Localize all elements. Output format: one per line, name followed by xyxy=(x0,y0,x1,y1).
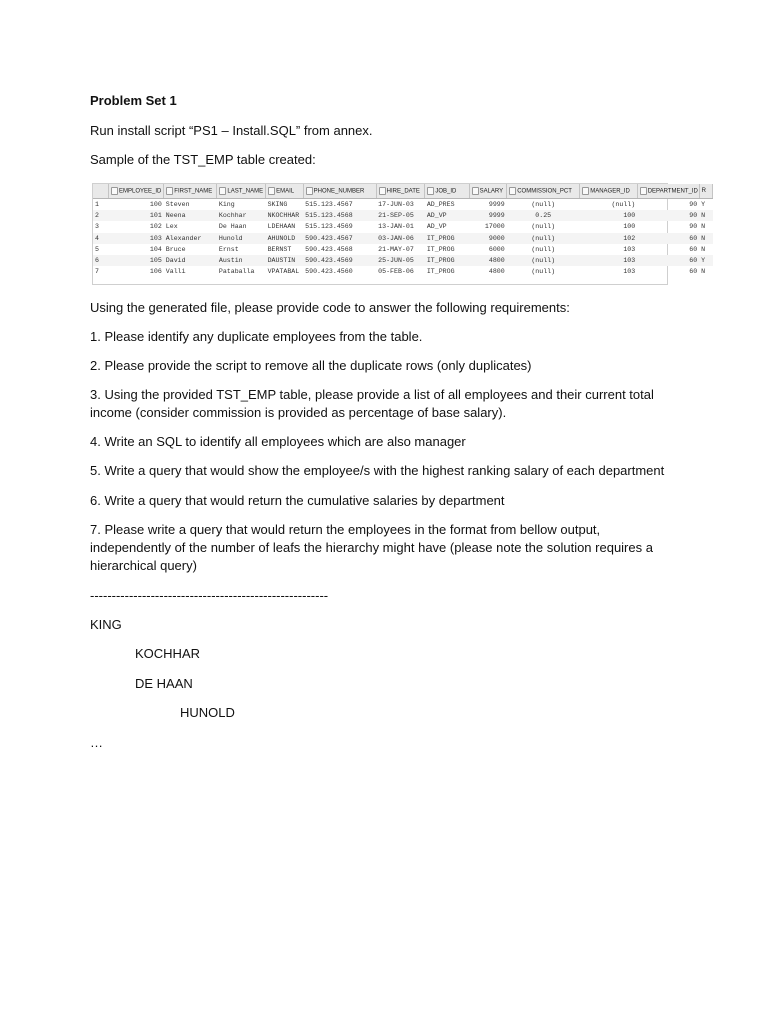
table-cell: Y xyxy=(701,201,706,209)
requirement-5: 5. Write a query that would show the employee/s with the highest ranking salary of each department xyxy=(90,463,665,478)
column-sort-icon xyxy=(427,187,434,195)
table-cell: 103 xyxy=(108,233,163,244)
requirement-4: 4. Write an SQL to identify all employees which are also manager xyxy=(90,434,466,449)
table-cell: N xyxy=(699,233,712,244)
table-cell: 100 xyxy=(623,223,636,231)
table-cell: 5 xyxy=(95,245,99,253)
table-cell: 106 xyxy=(149,268,162,276)
table-cell: Ernst xyxy=(218,245,239,253)
table-cell: IT_PROG xyxy=(425,233,469,244)
table-cell: 60 xyxy=(637,233,699,244)
table-cell: 100 xyxy=(580,210,638,221)
requirement-3: 3. Using the provided TST_EMP table, please provide a list of all employees and their current total income (consider commission is provided as percentage of base salary). xyxy=(90,387,654,420)
table-cell: (null) xyxy=(531,201,556,209)
table-cell: 3 xyxy=(95,223,99,231)
column-sort-icon xyxy=(268,187,275,195)
table-cell: 13-JAN-01 xyxy=(378,223,414,231)
table-cell: 103 xyxy=(623,245,636,253)
table-cell: 4800 xyxy=(469,255,507,266)
table-cell: 60 xyxy=(637,255,699,266)
table-cell: IT_PROG xyxy=(425,255,469,266)
table-cell: 9999 xyxy=(469,210,507,221)
table-cell: 9999 xyxy=(488,201,505,209)
column-header: HIRE_DATE xyxy=(376,184,425,199)
table-cell: (null) xyxy=(531,245,556,253)
table-cell: 101 xyxy=(108,210,163,221)
table-cell: (null) xyxy=(507,233,580,244)
table-cell: 6000 xyxy=(488,245,505,253)
table-cell: 4 xyxy=(93,233,108,244)
requirement-6: 6. Write a query that would return the cumulative salaries by department xyxy=(90,493,505,508)
table-cell: Bruce xyxy=(165,245,186,253)
table-cell: Alexander xyxy=(164,233,217,244)
table-cell: Kochhar xyxy=(217,210,266,221)
column-header: COMMISSION_PCT xyxy=(507,184,580,199)
table-cell: Pataballa xyxy=(218,268,255,276)
intro-line-sample: Sample of the TST_EMP table created: xyxy=(90,152,316,167)
column-sort-icon xyxy=(379,187,386,195)
table-cell: Hunold xyxy=(217,233,266,244)
table-row xyxy=(93,244,713,255)
column-header: PHONE_NUMBER xyxy=(303,184,376,199)
table-screenshot xyxy=(92,183,706,285)
table-cell: 103 xyxy=(580,255,638,266)
table-row xyxy=(93,221,713,232)
table-cell: SKING xyxy=(267,201,288,209)
table-cell: King xyxy=(218,201,235,209)
column-header: EMAIL xyxy=(266,184,304,199)
table-row xyxy=(93,233,713,244)
table-cell: 21-MAY-07 xyxy=(378,245,414,253)
table-cell: 6 xyxy=(93,255,108,266)
requirement-7: 7. Please write a query that would return the employees in the format from bellow output, independently of the number of leafs the hierarchy might have (please note the solution requires a hierarchical query) xyxy=(90,522,653,573)
row-number-header xyxy=(93,184,108,199)
table-cell: 0.25 xyxy=(507,210,580,221)
table-cell: N xyxy=(701,245,706,253)
table-cell: AD_VP xyxy=(426,223,447,231)
table-cell: 103 xyxy=(623,268,636,276)
table-cell: DAUSTIN xyxy=(266,255,304,266)
column-sort-icon xyxy=(582,187,589,195)
table-cell: 105 xyxy=(108,255,163,266)
table-cell: (null) xyxy=(507,255,580,266)
table-cell: Y xyxy=(699,255,712,266)
table-cell: 90 xyxy=(689,223,698,231)
table-cell: Neena xyxy=(164,210,217,221)
table-cell: 515.123.4567 xyxy=(305,201,353,209)
table-row xyxy=(93,266,713,277)
hierarchy-level-2: KOCHHAR xyxy=(135,646,201,661)
column-header: MANAGER_ID xyxy=(580,184,638,199)
table-cell: (null) xyxy=(531,223,556,231)
table-cell: 515.123.4569 xyxy=(305,223,353,231)
column-header: DEPARTMENT_ID xyxy=(637,184,699,199)
column-sort-icon xyxy=(509,187,516,195)
table-cell: 104 xyxy=(149,245,162,253)
table-cell: 17-JUN-03 xyxy=(378,201,414,209)
table-cell: 25-JUN-05 xyxy=(376,255,425,266)
table-cell: (null) xyxy=(531,268,556,276)
table-cell: 1 xyxy=(95,201,99,209)
requirement-2: 2. Please provide the script to remove all the duplicate rows (only duplicates) xyxy=(90,358,532,373)
table-cell: 17000 xyxy=(484,223,505,231)
table-cell: 590.423.4569 xyxy=(303,255,376,266)
table-cell: 90 xyxy=(689,201,698,209)
employee-table xyxy=(93,184,713,277)
column-sort-icon xyxy=(219,187,226,195)
table-cell: N xyxy=(701,223,706,231)
hierarchy-level-2: DE HAAN xyxy=(135,676,193,691)
table-cell: 590.423.4560 xyxy=(305,268,353,276)
column-header: SALARY xyxy=(469,184,507,199)
hierarchy-ellipsis: … xyxy=(90,735,103,750)
table-cell: Steven xyxy=(165,201,190,209)
table-cell: 21-SEP-05 xyxy=(376,210,425,221)
column-header: EMPLOYEE_ID xyxy=(108,184,163,199)
table-cell: 102 xyxy=(580,233,638,244)
table-cell: 60 xyxy=(689,245,698,253)
table-cell: (null) xyxy=(611,201,636,209)
column-header: LAST_NAME xyxy=(217,184,266,199)
table-cell: AD_VP xyxy=(425,210,469,221)
table-cell: 9000 xyxy=(469,233,507,244)
table-cell: VPATABAL xyxy=(267,268,300,276)
table-cell: Valli xyxy=(165,268,186,276)
table-cell: 05-FEB-06 xyxy=(378,268,414,276)
requirements-lead: Using the generated file, please provide code to answer the following requirements: xyxy=(90,300,570,315)
table-cell: 4800 xyxy=(488,268,505,276)
page-title: Problem Set 1 xyxy=(90,93,177,108)
table-cell: David xyxy=(164,255,217,266)
table-cell: BERNST xyxy=(267,245,292,253)
table-cell: LDEHAAN xyxy=(267,223,296,231)
table-cell: N xyxy=(701,268,706,276)
table-row xyxy=(93,199,713,211)
table-cell: 7 xyxy=(95,268,99,276)
table-cell: Austin xyxy=(217,255,266,266)
column-header: JOB_ID xyxy=(425,184,469,199)
table-cell: NKOCHHAR xyxy=(266,210,304,221)
column-sort-icon xyxy=(640,187,647,195)
table-cell: AHUNOLD xyxy=(266,233,304,244)
table-cell: IT_PROG xyxy=(426,245,455,253)
column-sort-icon xyxy=(166,187,173,195)
table-cell: De Haan xyxy=(218,223,247,231)
table-row xyxy=(93,255,713,266)
hierarchy-level-3: HUNOLD xyxy=(180,705,235,720)
table-cell: IT_PROG xyxy=(426,268,455,276)
table-cell: 102 xyxy=(149,223,162,231)
hierarchy-level-1: KING xyxy=(90,617,122,632)
table-cell: 60 xyxy=(689,268,698,276)
table-cell: 90 xyxy=(637,210,699,221)
table-cell: N xyxy=(699,210,712,221)
table-cell: 2 xyxy=(93,210,108,221)
table-cell: 515.123.4568 xyxy=(303,210,376,221)
table-cell: AD_PRES xyxy=(426,201,455,209)
table-header-row xyxy=(93,184,713,199)
table-cell: Lex xyxy=(165,223,178,231)
table-row xyxy=(93,210,713,221)
column-sort-icon xyxy=(111,187,118,195)
column-sort-icon xyxy=(306,187,313,195)
table-cell: 100 xyxy=(149,201,162,209)
intro-line-install: Run install script “PS1 – Install.SQL” from annex. xyxy=(90,123,373,138)
table-cell: 590.423.4567 xyxy=(303,233,376,244)
requirement-1: 1. Please identify any duplicate employees from the table. xyxy=(90,329,423,344)
column-header: FIRST_NAME xyxy=(164,184,217,199)
table-cell: 590.423.4568 xyxy=(305,245,353,253)
column-header: R xyxy=(699,184,712,199)
column-sort-icon xyxy=(472,187,479,195)
separator-line: ------------------------------------------------------- xyxy=(90,588,329,603)
table-cell: 03-JAN-06 xyxy=(376,233,425,244)
